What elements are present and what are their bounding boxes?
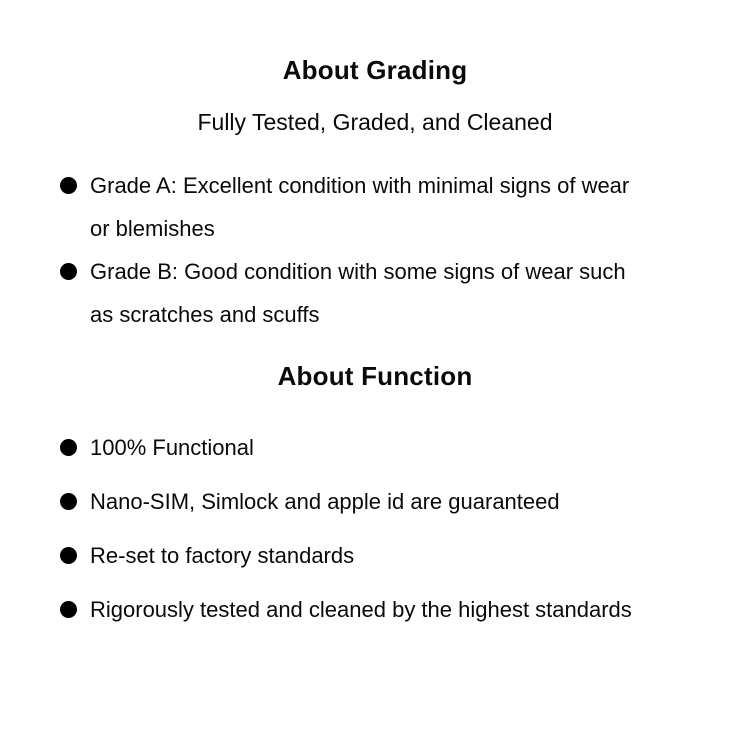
bullet-text: Nano-SIM, Simlock and apple id are guaranteed [90,489,560,514]
function-section-title: About Function [277,361,473,391]
list-item [60,588,652,631]
bullet-icon [60,601,77,618]
bullet-icon [60,177,77,194]
list-item [60,480,652,523]
bullet-icon [60,439,77,456]
list-item [60,164,652,250]
function-bullet-list [60,426,652,631]
grading-section-subtitle: Fully Tested, Graded, and Cleaned [197,109,553,135]
bullet-icon [60,493,77,510]
bullet-icon [60,263,77,280]
list-item [60,534,652,577]
list-item [60,426,652,469]
grading-bullet-list [60,164,652,336]
bullet-text: Grade B: Good condition with some signs of wear such as scratches and scuffs [90,259,626,327]
bullet-text: Grade A: Excellent condition with minimal signs of wear or blemishes [90,173,630,241]
bullet-text: Re-set to factory standards [90,543,355,568]
grading-section-title: About Grading [282,55,468,85]
bullet-text: 100% Functional [90,435,254,460]
bullet-text: Rigorously tested and cleaned by the highest standards [90,597,632,622]
bullet-icon [60,547,77,564]
list-item [60,250,652,336]
